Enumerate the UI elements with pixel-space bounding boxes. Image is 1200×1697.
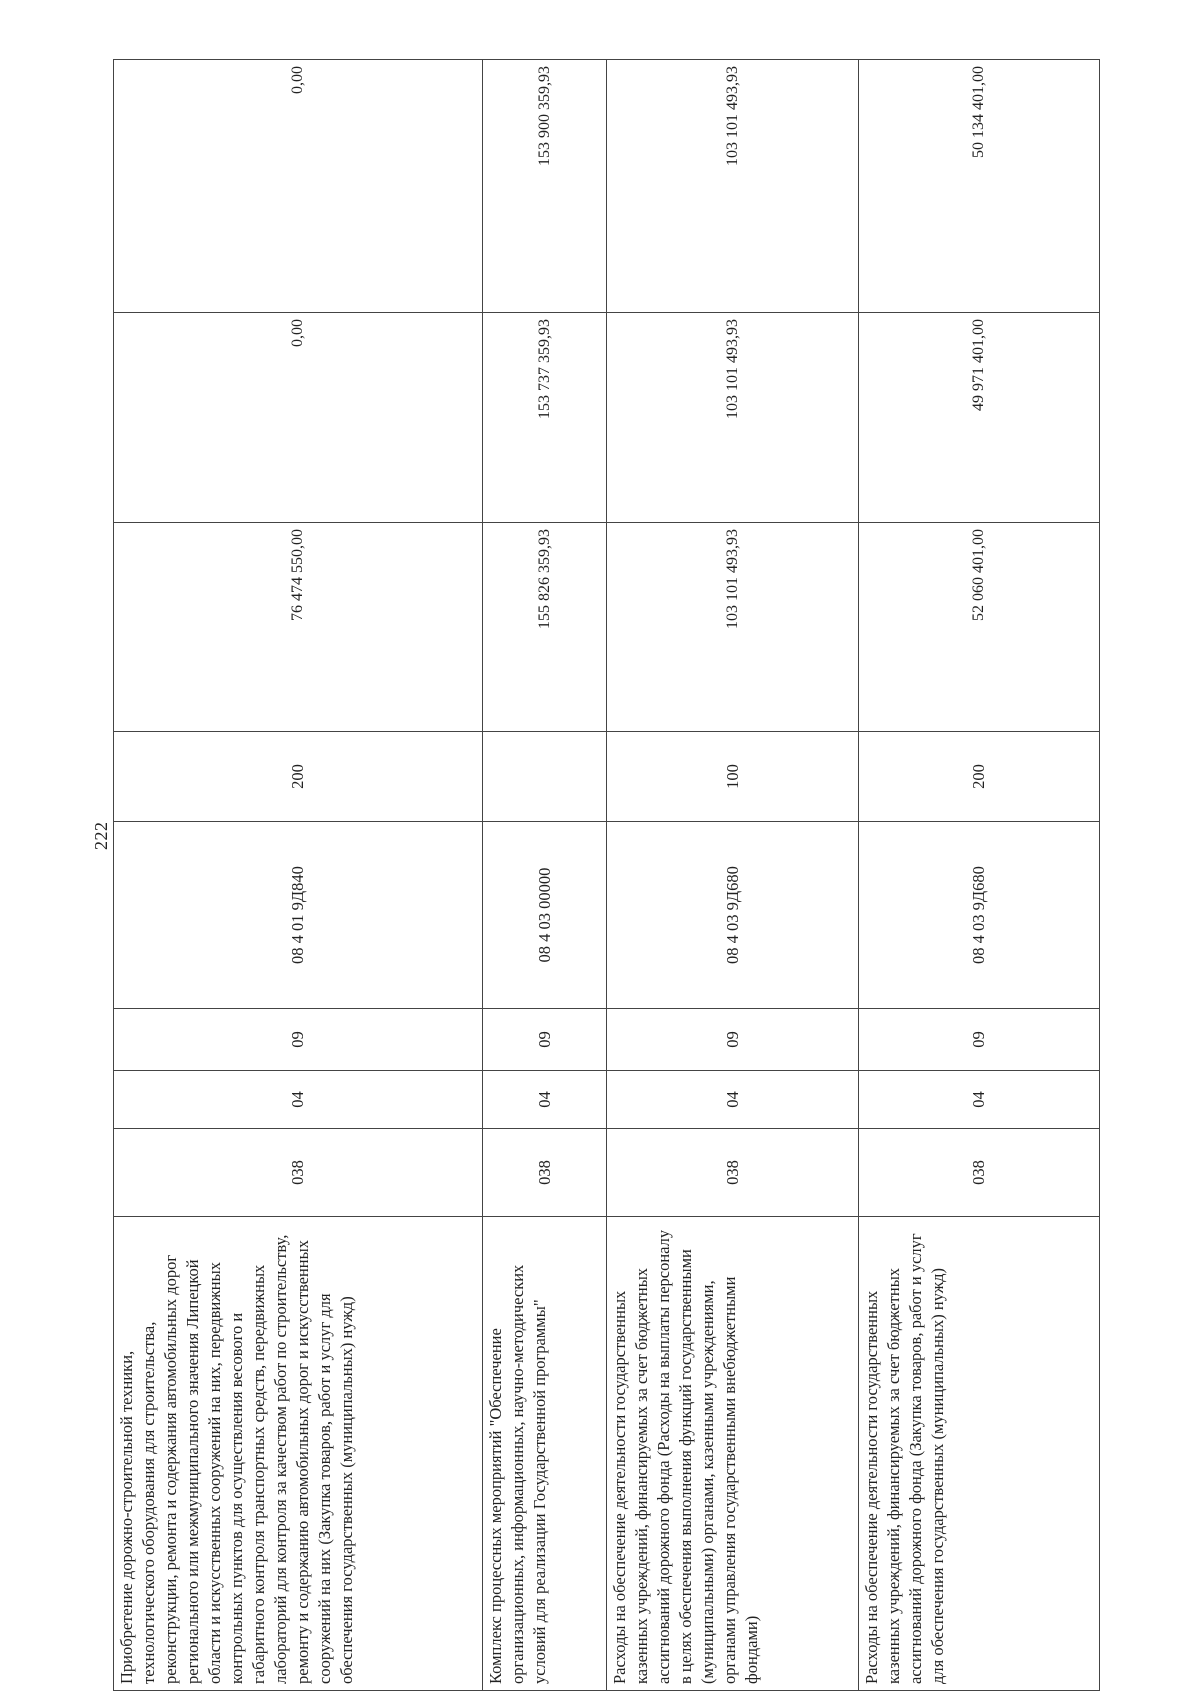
table-row <box>859 60 1100 1691</box>
expense-type-code: 100 <box>607 732 859 822</box>
row-name: Расходы на обеспечение деятельности государственных казенных учреждений, финансируемых за счет бюджетных ассигнований дорожного фонда (Расходы на выплаты персоналу в целях обеспечения выполнения функций государственными (муниципальными) органами, казенными учреждениями, органами управления государственными внебюджетными фондами) <box>607 1217 859 1691</box>
section-code: 04 <box>607 1071 859 1129</box>
subsection-code: 09 <box>483 1009 607 1071</box>
target-article-code: 08 4 03 9Д680 <box>607 822 859 1009</box>
section-code: 04 <box>483 1071 607 1129</box>
sum-year-2: 153 737 359,93 <box>483 313 607 523</box>
sum-year-3: 50 134 401,00 <box>859 60 1100 313</box>
target-article-code: 08 4 03 00000 <box>483 822 607 1009</box>
expense-type-code: 200 <box>114 732 483 822</box>
row-name: Комплекс процессных мероприятий "Обеспечение организационных, информационных, научно-методических условий для реализации Государственной программы" <box>483 1217 607 1691</box>
table-row <box>607 60 859 1691</box>
grbs-code: 038 <box>114 1129 483 1217</box>
expense-type-code <box>483 732 607 822</box>
sum-year-1: 155 826 359,93 <box>483 523 607 732</box>
sum-year-3: 153 900 359,93 <box>483 60 607 313</box>
target-article-code: 08 4 03 9Д680 <box>859 822 1100 1009</box>
expense-type-code: 200 <box>859 732 1100 822</box>
table-row <box>114 60 483 1691</box>
sum-year-2: 0,00 <box>114 313 483 523</box>
section-code: 04 <box>114 1071 483 1129</box>
table-row <box>483 60 607 1691</box>
budget-table <box>113 59 1100 1691</box>
grbs-code: 038 <box>607 1129 859 1217</box>
section-code: 04 <box>859 1071 1100 1129</box>
row-name: Приобретение дорожно-строительной техники, технологического оборудования для строительства, реконструкции, ремонта и содержания автомобильных дорог регионального или межмуниципального значения Липецкой области и искусственных сооружений на них, передвижных контрольных пунктов для осуществления весового и габаритного контроля транспортных средств, передвижных лабораторий для контроля за качеством работ по строительству, ремонту и содержанию автомобильных дорог и искусственных сооружений на них (Закупка товаров, работ и услуг для обеспечения государственных (муниципальных) нужд) <box>114 1217 483 1691</box>
sum-year-2: 49 971 401,00 <box>859 313 1100 523</box>
sum-year-2: 103 101 493,93 <box>607 313 859 523</box>
page-number: 222 <box>91 821 111 850</box>
sum-year-3: 0,00 <box>114 60 483 313</box>
row-name: Расходы на обеспечение деятельности государственных казенных учреждений, финансируемых за счет бюджетных ассигнований дорожного фонда (Закупка товаров, работ и услуг для обеспечения государственных (муниципальных) нужд) <box>859 1217 1100 1691</box>
sum-year-1: 103 101 493,93 <box>607 523 859 732</box>
subsection-code: 09 <box>114 1009 483 1071</box>
budget-table-container <box>113 60 1099 1691</box>
grbs-code: 038 <box>859 1129 1100 1217</box>
grbs-code: 038 <box>483 1129 607 1217</box>
sum-year-3: 103 101 493,93 <box>607 60 859 313</box>
target-article-code: 08 4 01 9Д840 <box>114 822 483 1009</box>
sum-year-1: 52 060 401,00 <box>859 523 1100 732</box>
subsection-code: 09 <box>859 1009 1100 1071</box>
subsection-code: 09 <box>607 1009 859 1071</box>
sum-year-1: 76 474 550,00 <box>114 523 483 732</box>
